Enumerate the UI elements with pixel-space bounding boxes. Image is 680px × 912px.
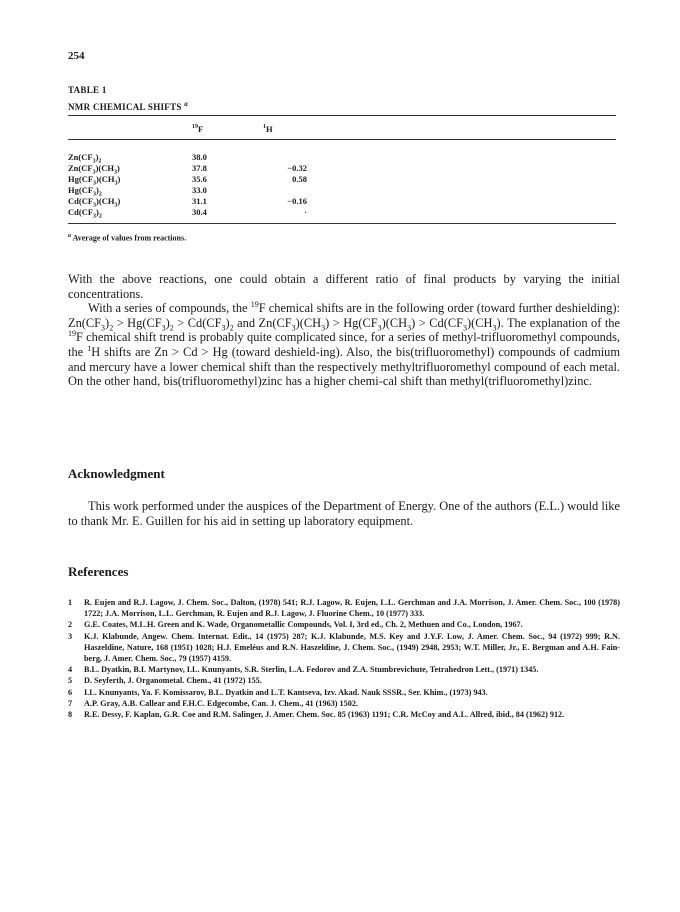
compound-part: Zn(CF (68, 152, 93, 162)
compound-part: Cd(CF (68, 207, 94, 217)
reference-number: 6 (68, 687, 73, 697)
h1-shift-cell: −0.16 (287, 196, 307, 206)
compound-part: ) (117, 174, 121, 184)
f19-shift-cell: 37.8 (192, 163, 207, 173)
paragraph-chemical-shifts (68, 301, 620, 389)
reference-item (68, 664, 620, 675)
formula-subscript: 3 (377, 323, 382, 333)
text-run: ) > Hg(CF (325, 315, 378, 330)
formula-subscript: 3 (101, 323, 106, 333)
compound-subscript: 3 (113, 169, 117, 176)
reference-item (68, 619, 620, 630)
formula-subscript: 3 (291, 323, 296, 333)
table-footnote-text: Average of values from reactions. (72, 233, 187, 243)
column-header-19f-sup: 19 (192, 124, 198, 131)
table-row (68, 196, 616, 209)
table-row (68, 185, 616, 198)
table-label: TABLE 1 (68, 85, 107, 95)
reference-number: 2 (68, 620, 73, 630)
compound-part: ) (96, 185, 99, 195)
table-footnote-mark: a (68, 233, 71, 239)
formula-subscript: 3 (462, 323, 467, 333)
text-run: With a series of compounds, the (88, 301, 251, 316)
acknowledgment-text (68, 499, 620, 528)
text-run: ) > Cd(CF (411, 315, 463, 330)
compound-part: Hg(CF (68, 185, 94, 195)
formula-subscript: 2 (109, 323, 114, 333)
compound-cell (68, 207, 102, 220)
compound-part: Zn(CF (68, 163, 93, 173)
formula-subscript: 3 (161, 323, 166, 333)
text-run: ) (225, 315, 230, 330)
compound-subscript: 2 (98, 158, 102, 165)
formula-subscript: 3 (221, 323, 226, 333)
reference-text: I.L. Knunyants, Ya. F. Komissarov, B.L. Dyatkin and L.T. Kantseva, Izv. Akad. Nauk SSSR., Ser. Khim., (1973) 943. (84, 687, 488, 697)
isotope-superscript: 19 (68, 329, 76, 339)
f19-shift-cell: 31.1 (192, 196, 207, 206)
reference-number: 5 (68, 676, 73, 686)
reference-text: G.E. Coates, M.L.H. Green and K. Wade, Organometallic Compounds, Vol. I, 3rd ed., Ch. 2, Methuen and Co., London, 1967. (84, 620, 523, 630)
paragraph-concentration: With the above reactions, one could obtain a different ratio of final products by varying the initial concentrations. (68, 272, 620, 301)
discussion-text (68, 272, 620, 389)
column-header-1h-sup: 1 (263, 124, 266, 131)
table-row (68, 152, 616, 165)
compound-subscript: 3 (92, 169, 96, 176)
f19-shift-cell: 35.6 (192, 174, 207, 184)
text-run: H shifts are Zn > Cd > Hg (toward deshield-ing). Also, the bis(trifluoromethyl) compounds of cadmium and mercury have a lower chemical shift than the respectively methyltrifluoromethyl compound of each metal. On the other hand, bis(trifluoromethyl)zinc has a higher chemi-cal shift than methyl(trifluoromethyl)zinc. (68, 344, 620, 389)
compound-part: Hg(CF (68, 174, 94, 184)
compound-part: Cd(CF (68, 196, 94, 206)
compound-subscript: 3 (114, 180, 118, 187)
text-run: > Hg(CF (113, 315, 162, 330)
compound-part: ) (95, 152, 99, 162)
compound-part: )(CH (96, 174, 115, 184)
column-header-1h (263, 124, 273, 134)
table-caption (68, 100, 188, 112)
f19-shift-cell: 38.0 (192, 152, 207, 162)
compound-subscript: 2 (98, 213, 102, 220)
f19-shift-cell: 30.4 (192, 207, 207, 217)
compound-part: )(CH (96, 196, 115, 206)
reference-item (68, 675, 620, 686)
reference-list (68, 597, 620, 720)
reference-item (68, 597, 620, 619)
compound-subscript: 3 (114, 202, 118, 209)
h1-shift-cell: 0.58 (292, 174, 307, 184)
h1-shift-cell: −0.32 (287, 163, 307, 173)
reference-text: D. Seyferth, J. Organometal. Chem., 41 (1972) 155. (84, 676, 262, 686)
reference-text: A.P. Gray, A.B. Callear and F.H.C. Edgecombe, Can. J. Chem., 41 (1963) 1502. (84, 698, 358, 708)
compound-part: ) (117, 196, 121, 206)
table-header-rule (68, 139, 616, 140)
compound-part: )(CH (95, 163, 114, 173)
compound-subscript: 3 (92, 158, 96, 165)
compound-subscript: 3 (93, 191, 97, 198)
compound-subscript: 3 (93, 202, 97, 209)
compound-subscript: 3 (93, 213, 97, 220)
formula-subscript: 2 (169, 323, 174, 333)
table-row (68, 174, 616, 187)
table-bottom-rule (68, 223, 616, 224)
column-header-1h-base: H (266, 124, 273, 134)
formula-subscript: 3 (492, 323, 497, 333)
table-caption-mark: a (184, 100, 189, 108)
page-number: 254 (68, 50, 85, 62)
text-run: )(CH (295, 315, 322, 330)
references-heading: References (68, 564, 129, 579)
reference-text: K.J. Klabunde, Angew. Chem. Internat. Edit., 14 (1975) 287; K.J. Klabunde, M.S. Key and J.Y.F. Low, J. Amer. Chem. Soc., 94 (1972) 999; R.N. Haszeldine, Nature, 168 (1951) 1028; H.J. Emeléus and R.N. Haszeldine, J. Chem. Soc., (1949) 2948, 2953; W.T. Miller, Jr., E. Bergman and A.H. Fain-berg, J. Amer. Chem. Soc., 79 (1957) 4159. (84, 631, 620, 664)
text-run: )(CH (381, 315, 408, 330)
reference-number: 1 (68, 598, 73, 607)
reference-item (68, 709, 620, 720)
isotope-superscript: 19 (250, 300, 259, 310)
column-header-19f-base: F (198, 124, 204, 134)
text-run: ) (165, 315, 170, 330)
reference-number: 4 (68, 665, 73, 675)
table-footnote (68, 233, 186, 243)
text-run: > Cd(CF (173, 315, 222, 330)
compound-subscript: 2 (98, 191, 102, 198)
h1-shift-cell: · (304, 207, 307, 217)
compound-subscript: 3 (93, 180, 97, 187)
reference-text: R. Eujen and R.J. Lagow, J. Chem. Soc., Dalton, (1978) 541; R.J. Lagow, R. Eujen, L.L. Gerchman and J.A. Morrison, J. Amer. Chem. Soc., 100 (1978) 1722; J.A. Morrison, L.L. Gerchman, R. Eujen and R.J. Lagow, J. Fluorine Chem., 10 (1977) 333. (84, 598, 620, 619)
table-top-rule (68, 115, 616, 116)
text-run: and Zn(CF (233, 315, 292, 330)
acknowledgment-paragraph: This work performed under the auspices of the Department of Energy. One of the authors (E.L.) would like to thank Mr. E. Guillen for his aid in setting up laboratory equipment. (68, 499, 620, 528)
isotope-superscript: 1 (87, 343, 92, 353)
reference-item (68, 631, 620, 665)
text-run: F chemical shifts are in the following order (toward further deshielding): Zn(CF (68, 301, 620, 330)
reference-number: 7 (68, 698, 73, 708)
formula-subscript: 3 (321, 323, 326, 333)
text-run: ). The explanation of the (496, 315, 620, 330)
text-run: ) (105, 315, 110, 330)
table-row (68, 207, 616, 220)
table-caption-text: NMR CHEMICAL SHIFTS (68, 102, 182, 112)
text-run: )(CH (466, 315, 493, 330)
reference-text: B.L. Dyatkin, B.I. Martynov, I.L. Knunyants, S.R. Sterlin, L.A. Fedorov and Z.A. Stumbrevichute, Tetrahedron Lett., (1971) 1345. (84, 665, 539, 675)
acknowledgment-heading: Acknowledgment (68, 466, 165, 481)
formula-subscript: 2 (229, 323, 234, 333)
formula-subscript: 3 (407, 323, 412, 333)
table-row (68, 163, 616, 176)
column-header-19f (192, 124, 203, 134)
compound-part: ) (116, 163, 120, 173)
f19-shift-cell: 33.0 (192, 185, 207, 195)
reference-number: 3 (68, 631, 73, 641)
reference-item (68, 687, 620, 698)
text-run: F chemical shift trend is probably quite complicated since, for a series of methyl-trifluoromethyl compounds, the (68, 330, 620, 359)
compound-part: ) (96, 207, 99, 217)
reference-item (68, 698, 620, 709)
reference-text: R.E. Dessy, F. Kaplan, G.R. Coe and R.M. Salinger, J. Amer. Chem. Soc. 85 (1963) 1191; C.R. McCoy and A.L. Allred, ibid., 84 (1962) 912. (84, 710, 565, 720)
reference-number: 8 (68, 710, 73, 720)
